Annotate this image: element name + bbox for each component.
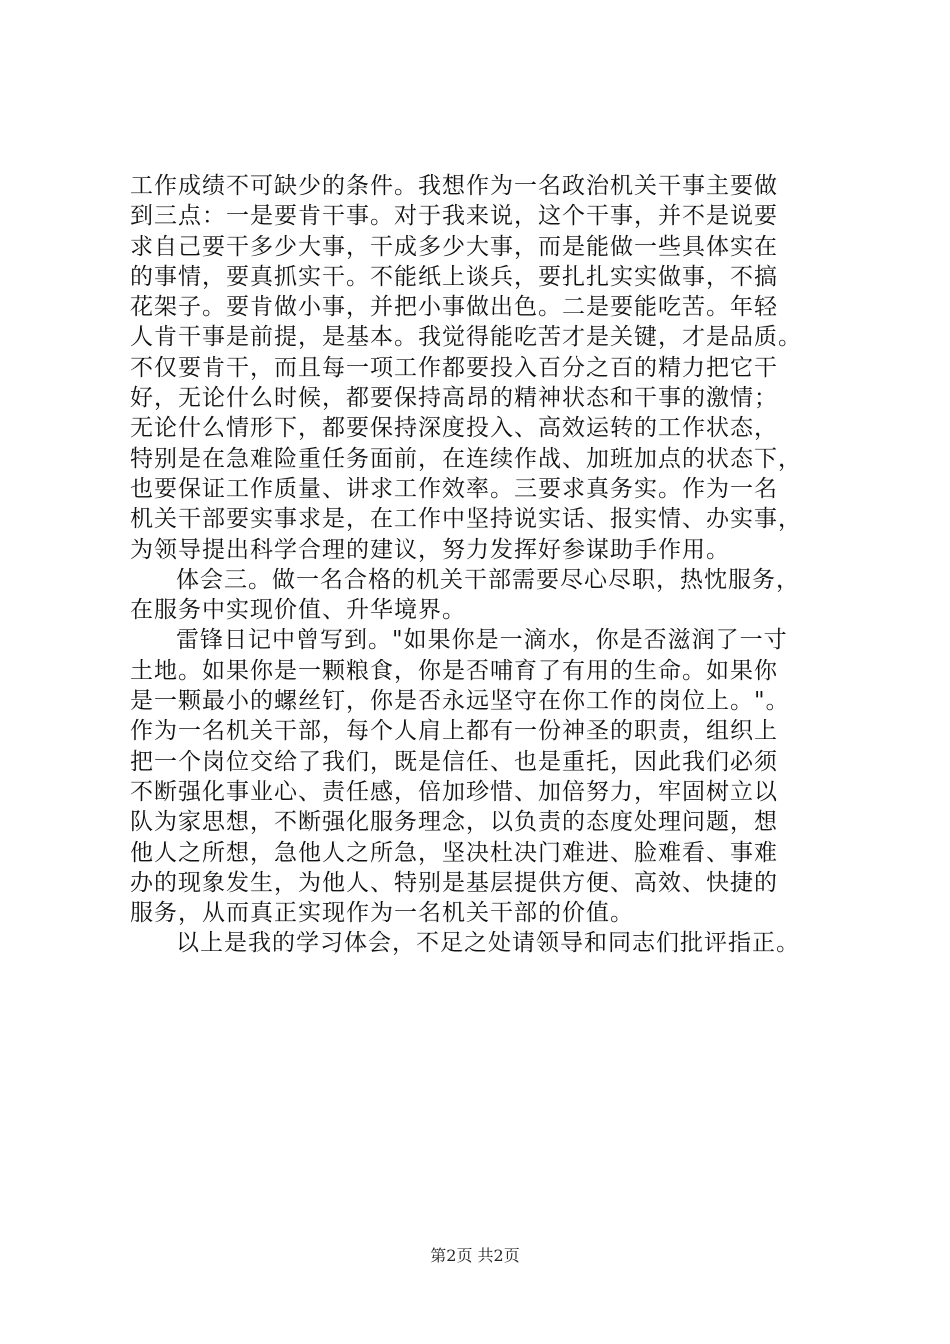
text-line: 在服务中实现价值、升华境界。 (130, 597, 466, 624)
text-line: 到三点：一是要肯干事。对于我来说，这个干事，并不是说要 (130, 203, 778, 230)
text-line: 无论什么情形下，都要保持深度投入、高效运转的工作状态， (130, 415, 778, 442)
text-line: 不断强化事业心、责任感，倍加珍惜、加倍努力，牢固树立以 (130, 778, 778, 805)
text-line: 雷锋日记中曾写到。"如果你是一滴水，你是否滋润了一寸 (176, 627, 788, 654)
document-body (130, 171, 858, 959)
text-line: 也要保证工作质量、讲求工作效率。三要求真务实。作为一名 (130, 475, 778, 502)
text-line: 办的现象发生，为他人、特别是基层提供方便、高效、快捷的 (130, 869, 778, 896)
text-line: 体会三。做一名合格的机关干部需要尽心尽职，热忱服务， (176, 566, 800, 593)
text-line: 求自己要干多少大事，干成多少大事，而是能做一些具体实在 (130, 233, 778, 260)
page-footer: 第2页 共2页 (430, 1246, 520, 1265)
text-line: 花架子。要肯做小事，并把小事做出色。二是要能吃苦。年轻 (130, 294, 778, 321)
text-line: 的事情，要真抓实干。不能纸上谈兵，要扎扎实实做事，不搞 (130, 263, 778, 290)
text-line: 他人之所想，急他人之所急，坚决杜决门难进、脸难看、事难 (130, 839, 778, 866)
text-line: 特别是在急难险重任务面前，在连续作战、加班加点的状态下， (130, 445, 802, 472)
text-line: 不仅要肯干，而且每一项工作都要投入百分之百的精力把它干 (130, 354, 778, 381)
text-line: 人肯干事是前提，是基本。我觉得能吃苦才是关键，才是品质。 (130, 324, 802, 351)
text-line: 服务，从而真正实现作为一名机关干部的价值。 (130, 900, 634, 927)
text-line: 把一个岗位交给了我们，既是信任、也是重托，因此我们必须 (130, 748, 778, 775)
text-line: 工作成绩不可缺少的条件。我想作为一名政治机关干事主要做 (130, 173, 778, 199)
text-line: 土地。如果你是一颗粮食，你是否哺育了有用的生命。如果你 (130, 657, 778, 684)
text-line: 机关干部要实事求是，在工作中坚持说实话、报实情、办实事， (130, 506, 802, 533)
text-line: 好，无论什么时候，都要保持高昂的精神状态和干事的激情； (130, 385, 778, 412)
text-line: 是一颗最小的螺丝钉，你是否永远坚守在你工作的岗位上。"。 (130, 688, 790, 715)
text-line: 为领导提出科学合理的建议，努力发挥好参谋助手作用。 (130, 536, 730, 563)
text-line: 队为家思想，不断强化服务理念，以负责的态度处理问题，想 (130, 809, 778, 836)
text-line: 作为一名机关干部，每个人肩上都有一份神圣的职责，组织上 (130, 718, 778, 745)
text-line: 以上是我的学习体会，不足之处请领导和同志们批评指正。 (176, 930, 800, 957)
